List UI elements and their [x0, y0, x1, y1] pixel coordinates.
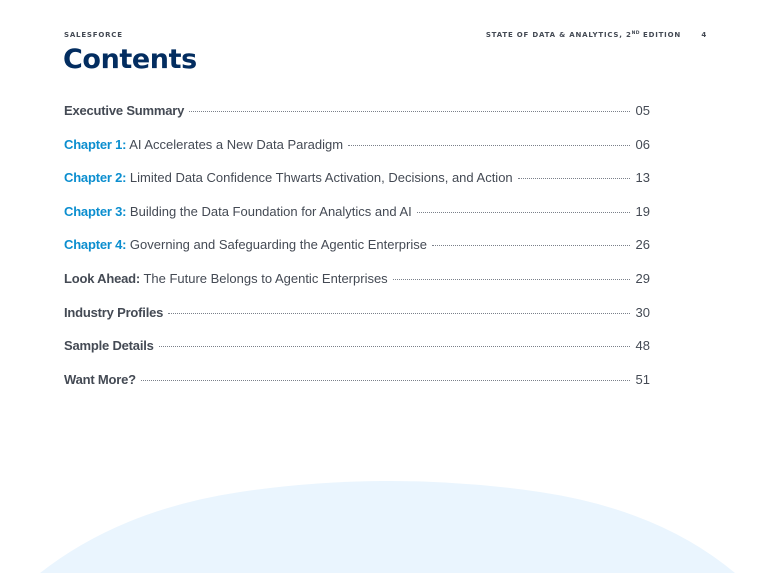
table-of-contents — [64, 103, 650, 405]
toc-leader-dots — [348, 144, 629, 146]
page-header — [64, 31, 707, 43]
toc-section-prefix: Look Ahead: — [64, 270, 141, 286]
toc-chapter-prefix: Chapter 2: — [64, 170, 127, 186]
toc-entry-title: Building the Data Foundation for Analytics and AI — [129, 203, 412, 219]
toc-item-want-more[interactable] — [64, 372, 650, 406]
toc-label — [64, 271, 388, 286]
toc-chapter-prefix: Chapter 4: — [64, 237, 127, 253]
toc-item-industry-profiles[interactable] — [64, 305, 650, 339]
toc-leader-dots — [393, 278, 630, 280]
toc-label — [64, 305, 163, 320]
toc-entry-title: Executive Summary — [64, 103, 185, 118]
toc-page-number: 30 — [635, 304, 650, 320]
toc-entry-title: The Future Belongs to Agentic Enterprises — [143, 270, 388, 286]
toc-entry-title: Governing and Safeguarding the Agentic Enterprise — [129, 237, 427, 253]
toc-leader-dots — [518, 177, 630, 179]
brand-name: SALESFORCE — [64, 31, 123, 39]
toc-label — [64, 204, 412, 219]
toc-item-executive-summary[interactable] — [64, 103, 650, 137]
toc-item-chapter-4[interactable] — [64, 237, 650, 271]
document-title-text: STATE OF DATA & ANALYTICS, 2 — [485, 31, 632, 39]
toc-item-chapter-3[interactable] — [64, 204, 650, 238]
toc-label — [64, 103, 184, 118]
toc-label — [64, 170, 513, 185]
toc-leader-dots — [141, 379, 630, 381]
page-number: 4 — [701, 31, 707, 39]
edition-word: EDITION — [643, 31, 681, 39]
toc-entry-title: Want More? — [64, 371, 136, 387]
toc-entry-title: AI Accelerates a New Data Paradigm — [129, 136, 344, 152]
document-title — [486, 31, 681, 39]
background-arc-decoration — [0, 470, 775, 573]
toc-chapter-prefix: Chapter 3: — [64, 203, 127, 219]
toc-page-number: 48 — [635, 338, 650, 354]
toc-page-number: 26 — [635, 237, 650, 253]
toc-item-chapter-2[interactable] — [64, 170, 650, 204]
toc-leader-dots — [189, 110, 629, 112]
toc-item-chapter-1[interactable] — [64, 137, 650, 171]
toc-item-sample-details[interactable] — [64, 338, 650, 372]
toc-label — [64, 338, 154, 353]
toc-label — [64, 372, 136, 387]
edition-superscript: ND — [631, 31, 640, 36]
toc-leader-dots — [159, 345, 630, 347]
toc-page-number: 29 — [635, 270, 650, 286]
toc-leader-dots — [168, 312, 629, 314]
toc-page-number: 19 — [635, 203, 650, 219]
page-title: Contents — [63, 44, 197, 75]
toc-page-number: 51 — [635, 371, 650, 387]
toc-entry-title: Industry Profiles — [64, 304, 164, 320]
background-arc-shape — [40, 481, 735, 573]
toc-entry-title: Sample Details — [64, 338, 154, 354]
toc-leader-dots — [417, 211, 630, 213]
toc-item-look-ahead[interactable] — [64, 271, 650, 305]
toc-leader-dots — [432, 244, 630, 246]
toc-page-number: 06 — [635, 136, 650, 152]
toc-label — [64, 237, 427, 252]
toc-page-number: 05 — [635, 103, 650, 118]
toc-label — [64, 137, 343, 152]
toc-chapter-prefix: Chapter 1: — [64, 136, 127, 152]
toc-page-number: 13 — [635, 170, 650, 186]
toc-entry-title: Limited Data Confidence Thwarts Activation, Decisions, and Action — [129, 170, 513, 186]
